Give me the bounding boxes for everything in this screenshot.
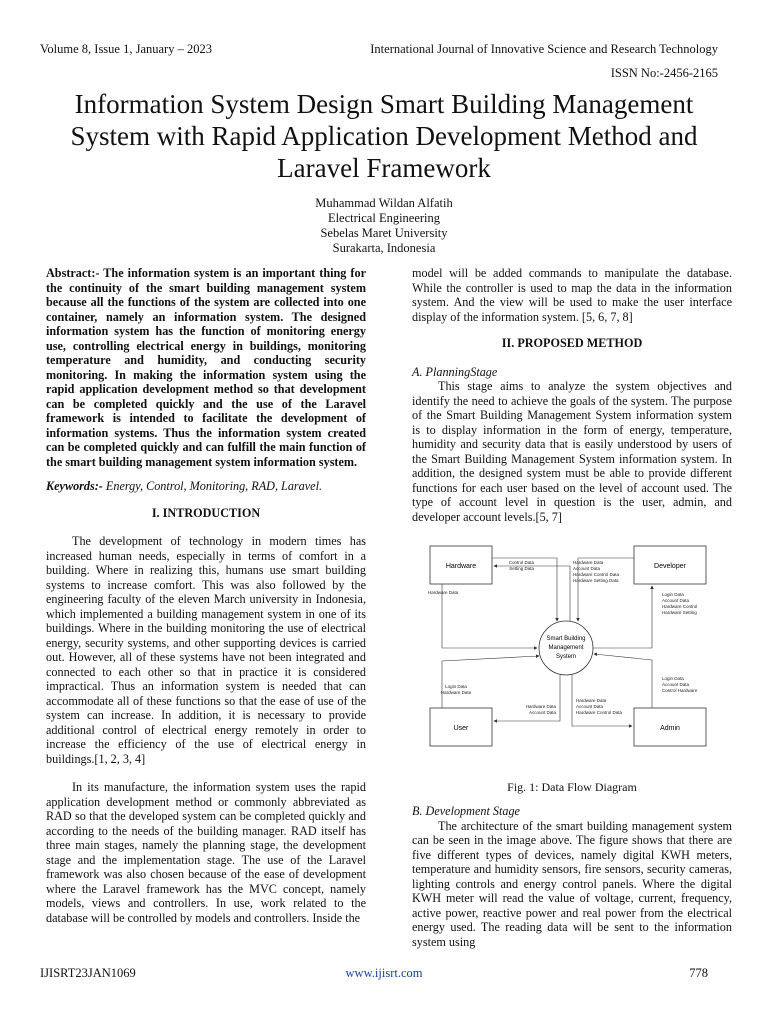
planning-paragraph: This stage aims to analyze the system objectives and identify the need to achieve the goals of the system. The purpose of the Smart Building Management System information system is to display information in the form of energy, temperature, humidity and security data that is easily understood by users of the Smart Building Management System information system. In addition, the designed system must be able to provide different functions for each user based on the level of account used. The type of account level in question is the user, admin, and developer account levels.[5, 7] [412,379,732,524]
lbl-sys-hw-0: Hardware Data [573,560,604,565]
lbl-user-1: Hardware Data [440,690,472,695]
flow-user-to-system [442,656,539,708]
developer-label: Developer [654,563,686,570]
section-heading-introduction: I. INTRODUCTION [151,505,261,520]
lbl-sys-hw-1: Account Data [573,566,601,571]
footer-page-number: 778 [689,966,708,980]
right-column [412,266,732,949]
development-paragraph: The architecture of the smart building management system can be seen in the image above. The figure shows that there are five different types of devices, namely digital KWH meters, temperature and humidity sensors, fire sensors, security cameras, lighting controls and energy control panels. Where the digital KWH meter will read the value of voltage, current, frequency, active power, reactive power and real power from the electrical energy used. The reading data will be sent to the information system using [412,818,732,949]
lbl-sys-admin-2: Hardware Control Data [576,710,623,715]
flow-system-to-hardware [494,566,570,621]
intro-paragraph-2: In its manufacture, the information system uses the rapid application development method or commonly abbreviated as RAD so that the developed system can be completed quickly and according to the needs of the building manager. RAD itself has three main stages, namely the planning stage, the development stage and the implementation stage. The use of the Laravel framework was also chosen because of the ease of development where the Laravel framework has the MVC concept, namely models, views and controllers. In use, work related to the database will be controlled by models and controllers. Inside the [46,780,366,925]
lbl-hw-sys-0: Control Data [508,560,534,565]
lbl-dev-0: Login Data [662,592,684,597]
lbl-dev-3: Hardware Setting [662,610,697,615]
abstract: Abstract:- The information system is an important thing for the continuity of the smart building management system because all the functions of the system are collected into one container, namely an information system. The designed information system has the function of monitoring energy use, controlling electrical energy in buildings, monitoring temperature and humidity, and conducting security monitoring. In making the information system using the rapid application development method so that development can be completed quickly and the use of the Laravel framework is intended to facilitate the development of information systems. Thus the information system created can be completed quickly and can fulfill the main function of the smart building management system information system. [46,266,366,469]
lbl-dev-1: Account Data [662,598,690,603]
admin-label: Admin [660,725,680,732]
system-label-line3: System [555,654,577,660]
lbl-hw-sys-1: Setting Data [509,566,534,571]
author-department: Electrical Engineering [327,211,441,225]
figure-caption: Fig. 1: Data Flow Diagram [507,779,637,794]
keywords [46,479,366,494]
system-label-line2: Management [548,645,584,651]
paper-title: Information System Design Smart Building Management System with Rapid Application Development Method and Laravel Framework [70,89,698,183]
subsection-development-stage: B. Development Stage [412,804,520,818]
subsection-planning-stage: A. PlanningStage [412,364,498,379]
footer-paper-id: IJISRT23JAN1069 [40,966,136,980]
header-journal: International Journal of Innovative Science and Research Technology [370,42,718,56]
lbl-sys-admin-1: Account Data [576,704,604,709]
lbl-sys-hw-2: Hardware Control Data [573,572,620,577]
lbl-sys-user-0: Hardware Data [525,704,556,709]
header-volume: Volume 8, Issue 1, January – 2023 [40,42,212,56]
lbl-sys-user-1: Account Data [528,710,556,715]
hardware-label: Hardware [445,563,477,570]
author-university: Sebelas Maret University [320,226,448,240]
lbl-dev-2: Hardware Control [662,604,698,609]
lbl-admin-0: Login Data [662,676,684,681]
lbl-hw-left: Hardware Data [428,590,459,595]
author-name: Muhammad Wildan Alfatih [315,196,453,210]
system-label-line1: Smart Building [546,636,586,642]
flow-system-to-developer [593,586,652,648]
lbl-sys-hw-3: Hardware Setting Data [573,578,619,583]
lbl-admin-1: Account Data [662,682,690,687]
data-flow-diagram [412,536,732,766]
author-block [0,196,768,256]
user-label: User [453,725,469,732]
lbl-admin-2: Control Hardware [662,688,698,693]
right-paragraph-continued: model will be added commands to manipulate the database. While the controller is used to map the data in the information system. And the view will be used to make the user interface display of the information system. [5, 6, 7, 8] [412,266,732,324]
header-issn: ISSN No:-2456-2165 [610,66,718,80]
keywords-label: Keywords:- [46,479,103,493]
keywords-text: Energy, Control, Monitoring, RAD, Laravel. [102,479,323,493]
lbl-user-0: Login Data [445,684,467,689]
section-heading-proposed-method: II. PROPOSED METHOD [501,336,643,350]
footer-url-link[interactable]: www.ijisrt.com [345,966,423,980]
author-location: Surakarta, Indonesia [332,241,436,255]
left-column [46,266,366,925]
intro-paragraph-1: The development of technology in modern times has increased human needs, especially in terms of comfort in a building. Where in realizing this, humans use smart building systems to increase comfort. This was also followed by the engineering faculty of the eleven March university in Indonesia, which implemented a building management system in one of its buildings. Where in the building monitoring the use of electrical energy, security systems, and other supporting devices is carried out. However, all of these systems have not been integrated and connected to each other so that in practice it is considered impractical. Thus an information system is needed that can accommodate all of these functions so that the ease of use of the system can increase. In addition, it is necessary to provide additional control of electrical energy remotely in order to increase the efficiency of the use of electrical energy in buildings.[1, 2, 3, 4] [46,534,366,766]
lbl-sys-admin-0: Hardware Data [576,698,607,703]
